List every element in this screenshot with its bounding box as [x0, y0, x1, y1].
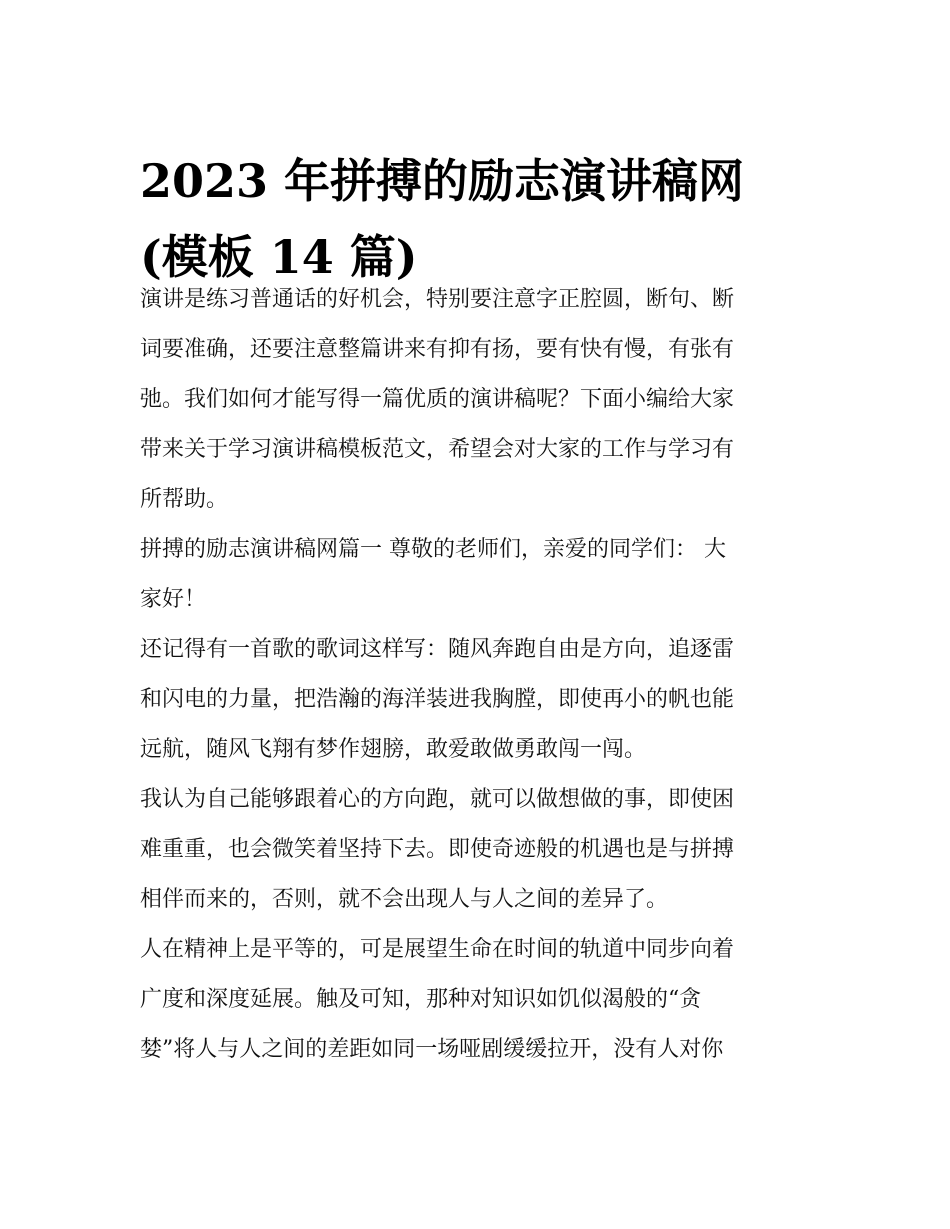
paragraph-greeting — [140, 528, 820, 628]
document-body — [140, 278, 820, 1078]
text-line: 拼搏的励志演讲稿网篇一 尊敬的老师们，亲爱的同学们： 大 — [140, 537, 726, 562]
paragraph-song — [140, 628, 820, 778]
text-line: 带来关于学习演讲稿模板范文，希望会对大家的工作与学习有 — [140, 437, 735, 462]
text-line: 婪”将人与人之间的差距如同一场哑剧缓缓拉开，没有人对你 — [140, 1037, 724, 1062]
title-line-1: 2023 年拼搏的励志演讲稿网 — [140, 153, 745, 208]
text-line: 人在精神上是平等的，可是展望生命在时间的轨道中同步向着 — [140, 937, 735, 962]
text-line: 远航，随风飞翔有梦作翅膀，敢爱敢做勇敢闯一闯。 — [140, 737, 647, 762]
text-line: 词要准确，还要注意整篇讲来有抑有扬，要有快有慢，有张有 — [140, 337, 735, 362]
text-line: 家好！ — [140, 587, 207, 612]
text-line: 和闪电的力量，把浩瀚的海洋装进我胸膛，即使再小的帆也能 — [140, 687, 735, 712]
text-line: 广度和深度延展。触及可知，那种对知识如饥似渴般的“贪 — [140, 987, 702, 1012]
paragraph-belief — [140, 778, 820, 928]
text-line: 所帮助。 — [140, 487, 229, 512]
text-line: 我认为自己能够跟着心的方向跑，就可以做想做的事，即使困 — [140, 787, 735, 812]
text-line: 弛。我们如何才能写得一篇优质的演讲稿呢？下面小编给大家 — [140, 387, 735, 412]
title-line-2: (模板 14 篇) — [140, 229, 418, 284]
text-line: 难重重，也会微笑着坚持下去。即使奇迹般的机遇也是与拼搏 — [140, 837, 735, 862]
text-line: 还记得有一首歌的歌词这样写：随风奔跑自由是方向，追逐雷 — [140, 637, 735, 662]
paragraph-equality — [140, 928, 820, 1078]
document-title — [140, 143, 820, 295]
text-line: 演讲是练习普通话的好机会，特别要注意字正腔圆，断句、断 — [140, 287, 735, 312]
text-line: 相伴而来的，否则，就不会出现人与人之间的差异了。 — [140, 887, 669, 912]
paragraph-intro — [140, 278, 820, 528]
